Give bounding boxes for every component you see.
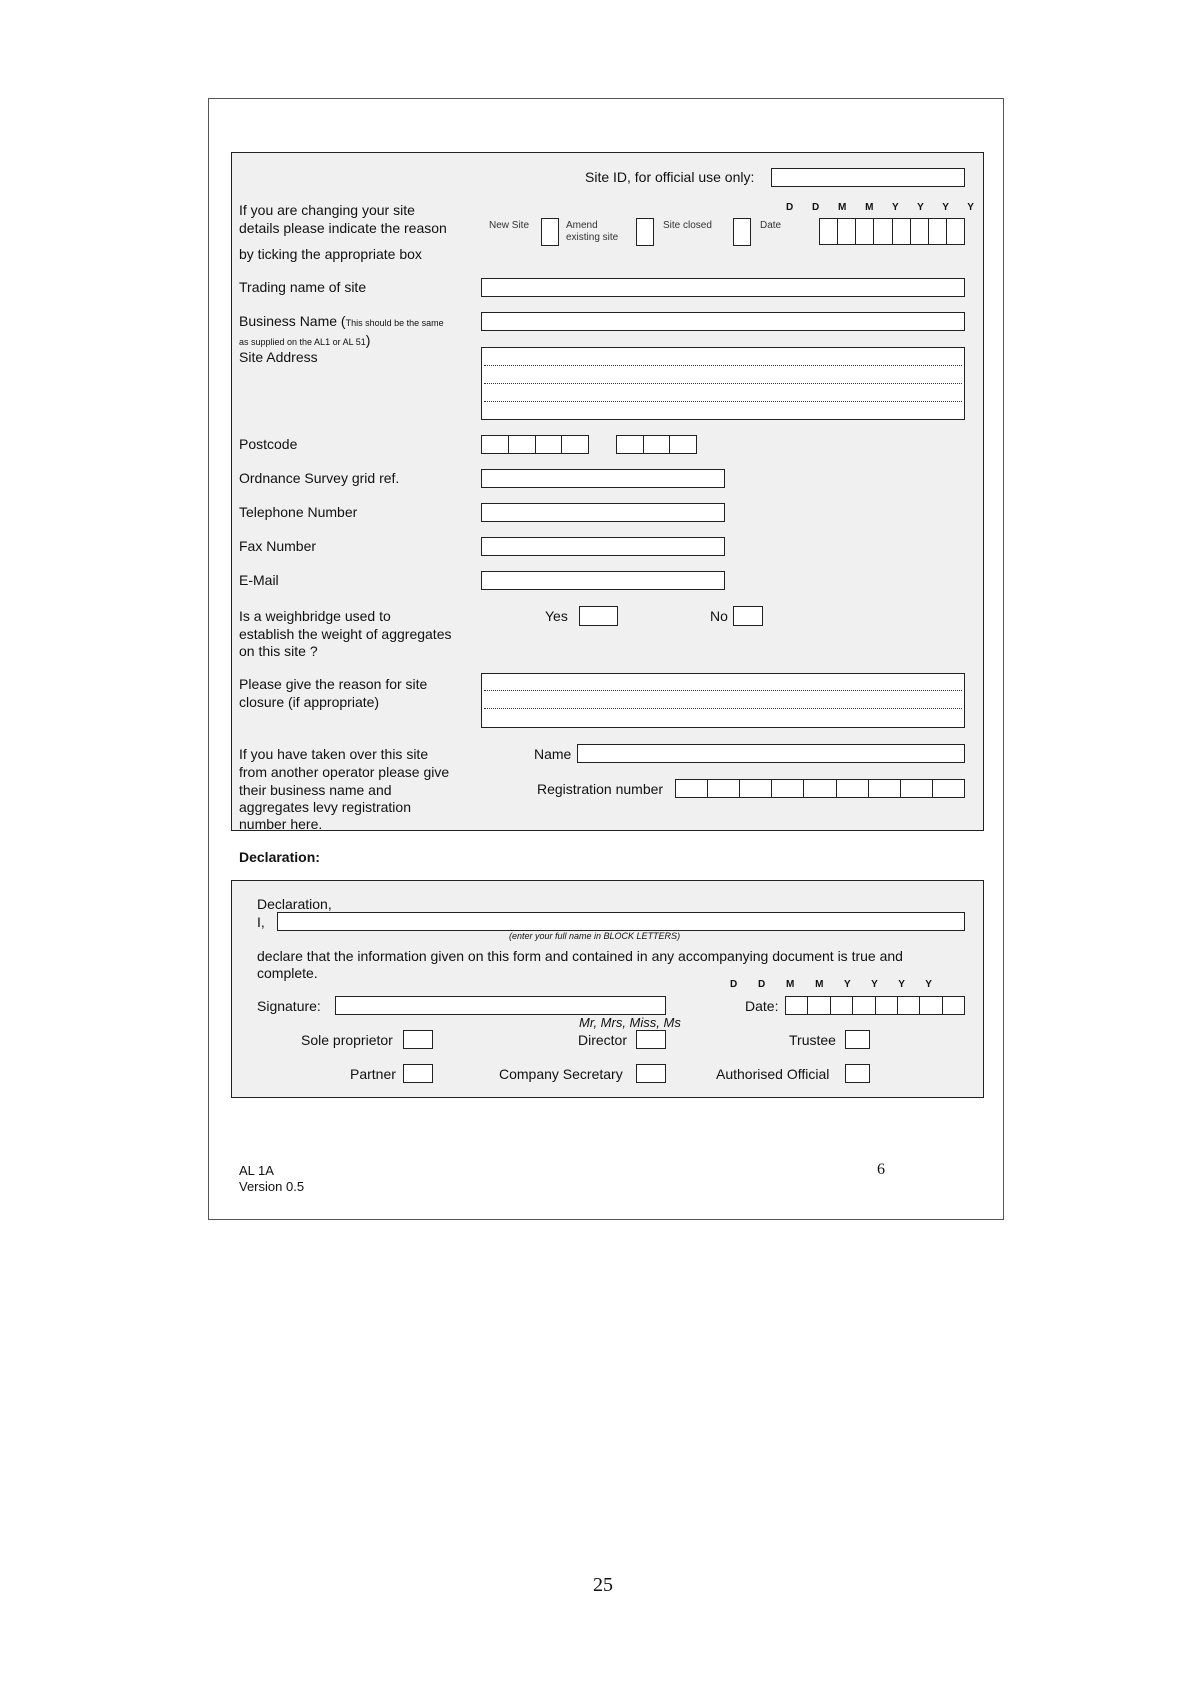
declarant-name-field[interactable] <box>277 912 965 931</box>
form-code: AL 1A <box>239 1163 274 1178</box>
sole-proprietor-checkbox[interactable] <box>403 1030 433 1049</box>
takeover-line5: number here. <box>239 816 323 832</box>
authorised-official-checkbox[interactable] <box>845 1064 870 1083</box>
weighbridge-line2: establish the weight of aggregates <box>239 626 452 642</box>
weighbridge-yes-label: Yes <box>545 608 568 624</box>
site-closed-checkbox[interactable] <box>733 218 751 246</box>
amend-site-label-2: existing site <box>566 232 619 243</box>
partner-checkbox[interactable] <box>403 1064 433 1083</box>
signature-field[interactable] <box>335 996 666 1015</box>
business-name-label: Business Name (This should be the same <box>239 313 444 329</box>
weighbridge-yes-checkbox[interactable] <box>579 606 618 626</box>
takeover-line4: aggregates levy registration <box>239 799 411 815</box>
site-closed-label: Site closed <box>663 220 712 231</box>
takeover-line1: If you have taken over this site <box>239 746 429 762</box>
email-label: E-Mail <box>239 572 279 588</box>
amend-site-label-1: Amend <box>566 220 598 231</box>
takeover-line2: from another operator please give <box>239 764 450 780</box>
postcode-label: Postcode <box>239 436 298 452</box>
trustee-checkbox[interactable] <box>845 1030 870 1049</box>
telephone-label: Telephone Number <box>239 504 358 520</box>
declaration-date-label: Date: <box>745 998 779 1014</box>
postcode-inward-field[interactable] <box>616 435 697 454</box>
os-grid-field[interactable] <box>481 469 725 488</box>
declarant-name-hint: (enter your full name in BLOCK LETTERS) <box>509 931 681 941</box>
partner-label: Partner <box>350 1066 396 1082</box>
director-label: Director <box>578 1032 628 1048</box>
new-site-label: New Site <box>489 220 530 231</box>
date-label: Date <box>760 220 782 231</box>
company-secretary-label: Company Secretary <box>499 1066 623 1082</box>
business-name-field[interactable] <box>481 312 965 331</box>
takeover-line3: their business name and <box>239 782 392 798</box>
takeover-registration-field[interactable] <box>675 779 965 798</box>
weighbridge-line3: on this site ? <box>239 643 318 659</box>
fax-label: Fax Number <box>239 538 317 554</box>
signature-label: Signature: <box>257 998 321 1014</box>
declaration-statement-line2: complete. <box>257 965 318 981</box>
takeover-registration-label: Registration number <box>537 781 664 797</box>
trustee-label: Trustee <box>789 1032 836 1048</box>
declaration-date-format: D D M M Y Y Y Y <box>730 979 941 990</box>
declaration-heading: Declaration: <box>239 849 320 865</box>
declaration-date-field[interactable] <box>785 996 965 1015</box>
takeover-name-label: Name <box>534 746 572 762</box>
takeover-name-field[interactable] <box>577 744 965 763</box>
change-reason-line3: by ticking the appropriate box <box>239 246 422 262</box>
closure-reason-line1: Please give the reason for site <box>239 676 428 692</box>
site-address-field[interactable] <box>481 347 965 420</box>
change-date-field[interactable] <box>819 218 965 245</box>
email-field[interactable] <box>481 571 725 590</box>
site-address-label: Site Address <box>239 349 318 365</box>
weighbridge-no-label: No <box>710 608 728 624</box>
os-grid-label: Ordnance Survey grid ref. <box>239 470 400 486</box>
change-reason-line2: details please indicate the reason <box>239 220 447 236</box>
business-name-note: as supplied on the AL1 or AL 51) <box>239 332 371 348</box>
closure-reason-line2: closure (if appropriate) <box>239 694 380 710</box>
postcode-outward-field[interactable] <box>481 435 589 454</box>
telephone-field[interactable] <box>481 503 725 522</box>
sole-proprietor-label: Sole proprietor <box>301 1032 393 1048</box>
document-page-number: 25 <box>593 1574 613 1596</box>
form-version: Version 0.5 <box>239 1179 305 1194</box>
trading-name-field[interactable] <box>481 278 965 297</box>
authorised-official-label: Authorised Official <box>716 1066 830 1082</box>
title-hint: Mr, Mrs, Miss, Ms <box>579 1015 681 1030</box>
declaration-i: I, <box>257 914 265 930</box>
trading-name-label: Trading name of site <box>239 279 367 295</box>
closure-reason-field[interactable] <box>481 673 965 728</box>
new-site-checkbox[interactable] <box>541 218 559 246</box>
fax-field[interactable] <box>481 537 725 556</box>
form-page-number: 6 <box>877 1161 885 1178</box>
weighbridge-no-checkbox[interactable] <box>733 606 763 626</box>
change-reason-line1: If you are changing your site <box>239 202 415 218</box>
site-id-label: Site ID, for official use only: <box>585 169 755 185</box>
company-secretary-checkbox[interactable] <box>636 1064 666 1083</box>
declaration-title: Declaration, <box>257 896 332 912</box>
declaration-statement-line1: declare that the information given on this form and contained in any accompanying document is true and <box>257 948 903 964</box>
date-format-header: D D M M Y Y Y Y <box>786 202 982 213</box>
weighbridge-line1: Is a weighbridge used to <box>239 608 391 624</box>
site-id-field[interactable] <box>771 168 965 187</box>
director-checkbox[interactable] <box>636 1030 666 1049</box>
amend-site-checkbox[interactable] <box>636 218 654 246</box>
